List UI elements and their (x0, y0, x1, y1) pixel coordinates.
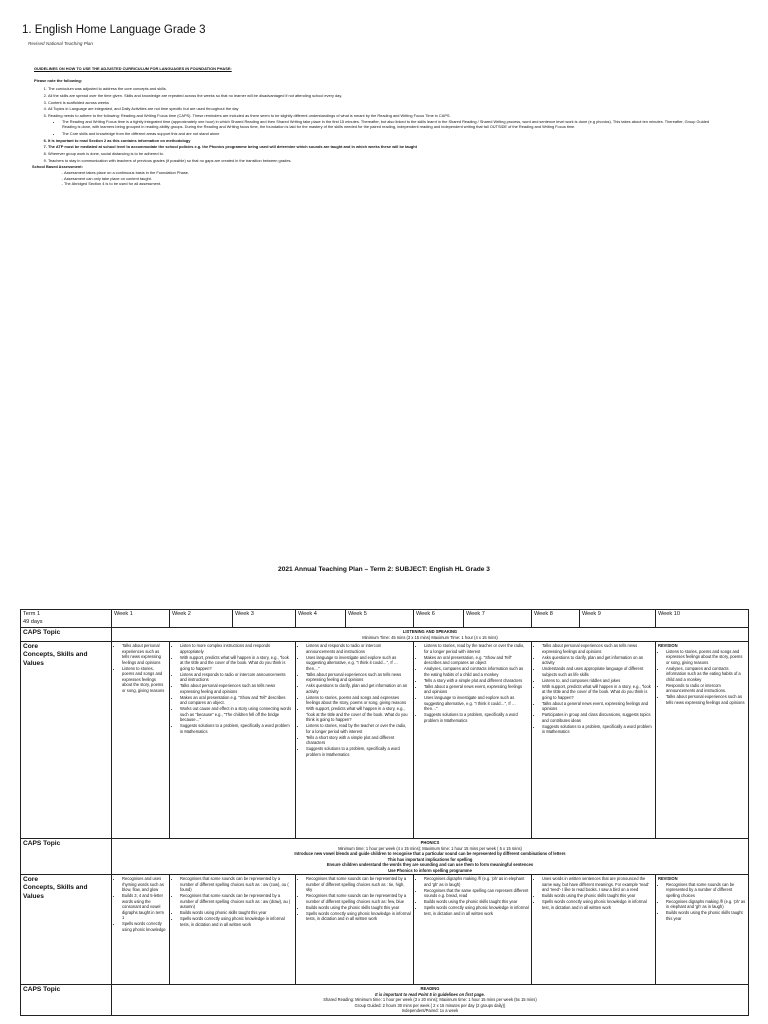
guideline-item: 2. All the skills are spread over the time given. Skills and knowledge are repeated across the weeks so that no learner will be disadvantaged if not attending school every day. (48, 93, 724, 99)
core-concepts-label (21, 875, 112, 985)
skill-item: • Suggests solutions to a problem, specifically a word problem in Mathematics (424, 712, 529, 723)
skill-item: • Listens and responds to radio or intercom announcements and instructions (306, 643, 411, 654)
skill-item: • Uses words in written sentences that are pronounced the same way, but have different meanings. For example 'read' and 'reed'- I like to read books. I saw a bird on a reed (542, 876, 653, 893)
guidelines-section (34, 66, 724, 187)
sba-item: - Assessment takes place on a continuous basis in the Foundation Phase. (64, 170, 724, 176)
phonics-topic-cell (112, 839, 749, 875)
phonics-weeks4-5-cell (296, 875, 414, 985)
skill-item: • Uses language to investigate and explore such as suggesting alternative, e.g. "I think it could…", If … then…" (306, 655, 411, 672)
listening-week1-cell (112, 642, 170, 839)
reading-time: Independent/Paired: 1x a week (401, 1008, 459, 1014)
sba-title: School Based Assessment: (32, 164, 83, 170)
skill-item: • Recognises and uses rhyming words such as blow, flow, and glow (122, 876, 167, 893)
caps-topic-label: CAPS Topic (21, 985, 112, 1016)
skill-item: • Recognises that some sounds can be represented by a number of different spelling choices such as : ow (cow), ou ( found) (180, 876, 293, 893)
table-header-row (21, 610, 749, 628)
guideline-item: 4. All Topics in Language are integrated, and Daily Activities are not time specific but are used throughout the day (48, 106, 724, 112)
skill-item: • Talks about personal experiences such as tells news expressing feeling and opinions (306, 672, 411, 683)
listening-weeks4-5-cell (296, 642, 414, 839)
phonics-week10-cell (656, 875, 749, 985)
skill-item: • Recognises that some sounds can be represented by a number of different spelling choices (666, 882, 746, 899)
skill-item: • Recognises that the same spelling can represent different sounds e.g. bread, read (424, 888, 529, 899)
core-label-line: Concepts, Skills and (23, 884, 88, 892)
week-header: Week 3 (233, 610, 296, 628)
guideline-item: 1. The curriculum was adjusted to address the core concepts and skills. (48, 86, 724, 92)
skill-item: • Recognises that some sounds can be represented by a number of different spelling choices such as : tie, high, sky (306, 876, 411, 893)
week-header: Week 9 (580, 610, 656, 628)
listening-topic-title: LISTENING AND SPEAKING (402, 629, 458, 635)
sba-item: - The Abridged Section 4 is to be used for all assessment. (64, 181, 724, 187)
phonics-note: Ensure children understand the words they are sounding and can use them to form meaningful sentences (326, 862, 534, 868)
phonics-weeks6-7-cell (414, 875, 532, 985)
phonics-note: Introduce new vowel blends and guide children to recognise that a particular sound can be represented by different combinations of letters (294, 851, 566, 857)
week-header: Week 7 (464, 610, 532, 628)
skill-item: • Makes an oral presentation e.g. "Show and Tell" describes and compares an object. (180, 695, 293, 706)
skill-item: • Spells words correctly using phonic knowledge in informal test, in dictation and in all written work (542, 899, 653, 910)
skill-item: • Builds 3, 4 and 5-letter words using the consonant and vowel digraphs taught in term 1 (122, 893, 167, 921)
skill-item: • With support, predicts what will happen in a story, e.g., "look at the tittle and the cover of the book. What do you think is going to happen? (180, 655, 293, 672)
listening-weeks8-9-cell (532, 642, 656, 839)
skill-item: • Recognises digraphs making /f/ (e.g. 'ph' as in elephant and 'gh' as in laugh) (666, 899, 746, 910)
term-label: Term 1 (23, 611, 41, 617)
skill-item: • Recognises that some sounds can be represented by a number of different spelling choices such as: few, blue (306, 893, 411, 904)
skill-item: • Listens to stories, read by the teacher or over the radio, for a longer period with interest (424, 643, 529, 654)
term-cell (21, 610, 112, 628)
revision-label: REVISION (658, 643, 678, 649)
skill-item: • Responds to radio or intercom announcements and instructions. (666, 683, 746, 694)
skill-item: • Listen to more complex instructions and responds appropriately (180, 643, 293, 654)
skill-item: • Spells words correctly using phonic knowledge (122, 921, 167, 932)
phonics-week1-cell (112, 875, 170, 985)
skill-item: • Talks about a general news event, expressing feelings and opinions (542, 701, 653, 712)
skill-item: • Builds words using the phonic skills taught this year (666, 910, 746, 921)
skill-item: • Recognises digraphs making /f/ (e.g. 'ph' as in elephant and 'gh' as in laugh) (424, 876, 529, 887)
week-header: Week 8 (532, 610, 580, 628)
listening-topic-time: Minimum Time: 45 mins (3 x 15 mins) Maximum Time: 1 hour (4 x 15 mins) (362, 634, 498, 640)
skill-item: • Builds words using the phonic skills taught this year (542, 893, 653, 899)
phonics-topic-time: Minimum time: 1 hour per week (4 x 15 mins); Maximum time: 1 hour 15 mins per week ( 5 x 15 mins) (338, 845, 522, 851)
listening-weeks6-7-cell (414, 642, 532, 839)
skill-item: • Listens to stories, poems and songs and expresses feelings about the story, poems or song, giving reasons (666, 649, 746, 666)
skill-item: • Suggests solutions to a problem, specifically a word problem in Mathematics (180, 723, 293, 734)
skill-item: • Listens to stories, poems and songs and expresses feelings about the story, poems or song, giving reasons (122, 666, 167, 694)
core-concepts-row (21, 875, 749, 985)
skill-item: • With support, predicts what will happen in a story, e.g., "look at the tittle and the cover of the book. What do you think is going to happen? (542, 684, 653, 701)
skill-item: • Analyses, compares and contracts information such as the eating habits of a child and a monkey (424, 666, 529, 677)
skill-item: • Talks about personal experiences such as tells news expressing feeling and opinions (180, 683, 293, 694)
skill-item: • Analyses, compares and contracts information such as the eating habits of a child and a monkey (666, 666, 746, 683)
core-concepts-row (21, 642, 749, 839)
skill-item: • Talks about personal experiences such as tells news expressing feelings and opinions (666, 694, 746, 705)
phonics-topic-title: PHONICS (420, 840, 440, 846)
skill-item: • Spells words correctly using phonic knowledge in informal test, in dictation and in all written work (424, 905, 529, 916)
core-concepts-label (21, 642, 112, 839)
skill-item: • With support, predicts what will happen in a story, e.g., "look at the tittle and the cover of the book. What do you think is going to happen? (306, 706, 411, 723)
caps-topic-label: CAPS Topic (21, 839, 112, 875)
guideline-item: 8. Wherever group work is done, social distancing is to be adhered to. (48, 151, 724, 157)
week-header: Week 2 (170, 610, 233, 628)
guideline-item: 7. The ATP must be mediated at school level to accommodate the school policies e.g. the Phonics programme being used will determine which sounds are taught and in which weeks these will be taught (48, 144, 724, 150)
skill-item: • Asks questions to clarify, plan and get information on an activity (542, 655, 653, 666)
listening-weeks2-3-cell (170, 642, 296, 839)
core-label-line: Core (23, 643, 39, 651)
skill-item: • Spells words correctly using phonic knowledge in informal tests, in dictation and in all written work (180, 916, 293, 927)
guideline-sub-item: • The Reading and Writing Focus time is a tightly integrated time (approximately one hour) in which Shared Reading and then Shared Writing take place in the first 15 minutes. Thereafter, but also linked to the skills learnt in the Shared Reading / Shared Writing process, word and sentence level work is done (e.g phonics). This takes about ten minutes. Thereafter, Group Guided Reading is done, with learners being grouped in reading ability groups. During the Reading and Writing focus time, the foundation is laid for the mastery of the skills needed for the paired reading, independent reading and independent writing that fall OUTSIDE of the Reading and Writing Focus time. (62, 119, 724, 130)
skill-item: • Builds words using the phonic skills taught this year (424, 899, 529, 905)
term-days: 49 days (23, 618, 43, 625)
skill-item: • Suggests solutions to a problem, specifically a word problem in Mathematics (542, 724, 653, 735)
guideline-sub-list (48, 119, 724, 137)
skill-item: • Talks about personal experiences such as tells news expressing feelings and opinions (542, 643, 653, 654)
phonics-weeks8-9-cell (532, 875, 656, 985)
skill-item: • Listens to stories, read by the teacher or over the radio, for a longer period with interest (306, 723, 411, 734)
guideline-item (48, 113, 724, 137)
teaching-plan-table (20, 609, 749, 1016)
skill-item: • Talks about a general news event, expressing feelings and opinions (424, 684, 529, 695)
guidelines-list (34, 86, 724, 163)
core-label-line: Concepts, Skills and (23, 651, 88, 659)
caps-topic-row (21, 628, 749, 642)
core-label-line: Core (23, 876, 39, 884)
skill-item: • Spells words correctly using phonic knowledge in informal tests, in dictation and in all written work (306, 911, 411, 922)
week-header: Week 5 (346, 610, 414, 628)
skill-item: • Listens to stories, poems and songs and expresses feelings about the story, poems or song, giving reasons (306, 695, 411, 706)
core-label-line: Values (23, 659, 44, 667)
plan-title: 2021 Annual Teaching Plan – Term 2: SUBJECT: English HL Grade 3 (278, 566, 490, 573)
caps-topic-row (21, 839, 749, 875)
reading-time: Shared Reading: Minimum time: 1 hour per week (3 x 20 mins); Maximum time: 1 hour 15 mins per week (5x 15 mins) (323, 997, 537, 1003)
guidelines-title: GUIDELINES ON HOW TO USE THE ADJUSTED CURRICULUM FOR LANGUAGES IN FOUNDATION PHASE: (34, 66, 232, 71)
document-subheading: Revised National Teaching Plan (28, 41, 93, 46)
week-header: Week 1 (112, 610, 170, 628)
reading-topic-title: READING (420, 986, 440, 992)
guideline-item: 3. Content is scaffolded across weeks (48, 100, 724, 106)
skill-item: • Uses language to investigate and explore such as suggesting alternative, e.g. "I think it could…", If … then…" (424, 695, 529, 712)
skill-item: • Listens to, and composes riddles and jokes (542, 678, 653, 684)
week-header: Week 10 (656, 610, 749, 628)
skill-item: • Listens and responds to radio or intercom announcements and instructions (180, 672, 293, 683)
skill-item: • Makes an oral presentation, e.g. "Show and Tell" describes and compares an object (424, 655, 529, 666)
skill-item: • Tells a story with a simple plot and different characters (424, 678, 529, 684)
listening-topic-cell (112, 628, 749, 642)
skill-item: • Tells a short story with a simple plot and different characters (306, 735, 411, 746)
week-header: Week 4 (296, 610, 346, 628)
phonics-weeks2-3-cell (170, 875, 296, 985)
skill-item: • Talks about personal experiences such as tells news expressing feelings and opinions (122, 643, 167, 665)
caps-topic-row (21, 985, 749, 1016)
skill-item: • Builds words using the phonic skills taught this year (306, 905, 411, 911)
caps-topic-label: CAPS Topic (21, 628, 112, 642)
document-heading: 1. English Home Language Grade 3 (22, 24, 206, 36)
skill-item: • Asks questions to clarify, plan and get information on an activity (306, 683, 411, 694)
guideline-sub-item: • The Core skills and knowledge from the different areas support this and are not stand alone (62, 131, 724, 137)
week-header: Week 6 (414, 610, 464, 628)
guideline-item-text: Reading needs to adhere to the following: Reading and Writing Focus time (CAPS). These reminders are included as there seem to be slightly different understandings of what is meant by the Reading and Writing Focus Time in CAPS. (48, 112, 451, 118)
core-label-line: Values (23, 892, 44, 900)
skill-item: • Recognises that some sounds can be represented by a number of different spelling choices such as : aw (draw), au ( autumn) (180, 893, 293, 910)
skill-item: • Understands and uses appropriate language of different subjects such as life skills (542, 666, 653, 677)
reading-note: It is important to read Point 5 in guidelines on first page. (375, 991, 485, 997)
skill-item: • Suggests solutions to a problem, specifically a word problem in Mathematics (306, 746, 411, 757)
phonics-note: Use Phonics to inform spelling programme (388, 867, 472, 873)
guideline-item: 9. Teachers to stay in communication with teachers of previous grades (if possible) so that no gaps are created in the transition between grades. (48, 158, 724, 164)
please-note-label: Please note the following: (34, 77, 82, 83)
phonics-note: This has important implications for spelling (387, 856, 473, 862)
listening-week10-cell (656, 642, 749, 839)
reading-time: Group Guided: 2 hours 30 mins per week ( 2 x 15 minutes per day (2 groups daily)) (354, 1002, 506, 1008)
guideline-item: 6. It is important to read Section 2 as this contains information on methodology (48, 138, 724, 144)
revision-label: REVISION (658, 876, 678, 882)
reading-topic-cell (112, 985, 749, 1016)
sba-list (34, 170, 724, 187)
skill-item: • Works out cause and effect in a story using connecting words such as "because" e.g., "The children fell off the bridge because…" (180, 706, 293, 723)
sba-item: - Assessment can only take place on content taught. (64, 176, 724, 182)
skill-item: • Builds words using phonic skills taught this year (180, 910, 293, 916)
skill-item: • Participates in group and class discussions, suggests topics and contributes ideas (542, 712, 653, 723)
